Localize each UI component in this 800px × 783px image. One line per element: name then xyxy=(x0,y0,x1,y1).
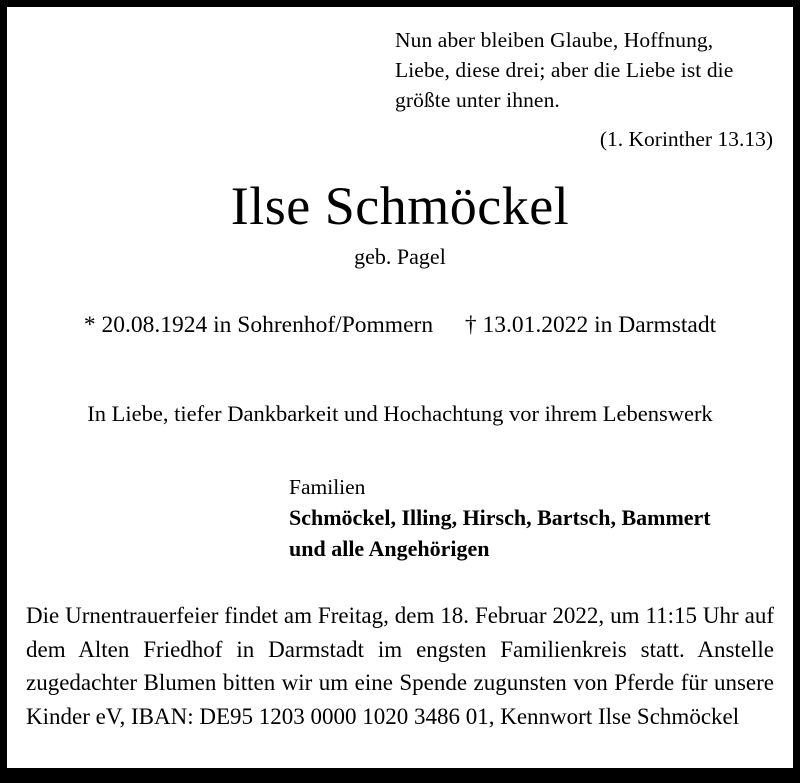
family-heading: Familien xyxy=(289,475,366,499)
deceased-name: Ilse Schmöckel xyxy=(230,176,570,236)
maiden-name: geb. Pagel xyxy=(354,244,446,269)
death-details: 13.01.2022 in Darmstadt xyxy=(482,312,717,338)
name-block xyxy=(7,175,793,271)
obituary-inner xyxy=(7,7,793,768)
funeral-details-paragraph: Die Urnentrauerfeier findet am Freitag, dem 18. Februar 2022, um 11:15 Uhr auf dem Alten Friedhof in Darmstadt im engsten Familienkreis statt. Anstelle zugedachter Blumen bitten wir um eine Spende zugunsten von Pferde für unsere Kinder eV, IBAN: DE95 1203 0000 1020 3486 01, Kennwort Ilse Schmöckel xyxy=(26,603,774,729)
family-block xyxy=(289,473,789,564)
verse-line-2: Liebe, diese drei; aber die Liebe ist die xyxy=(395,58,734,82)
family-names: Schmöckel, Illing, Hirsch, Bartsch, Bammert xyxy=(289,505,711,530)
life-dates-line xyxy=(7,310,793,340)
verse-line-3: größte unter ihnen. xyxy=(395,88,560,112)
verse-line-1: Nun aber bleiben Glaube, Hoffnung, xyxy=(395,28,714,52)
tribute-line: In Liebe, tiefer Dankbarkeit und Hochachtung vor ihrem Lebenswerk xyxy=(87,401,713,426)
verse-source-citation: (1. Korinther 13.13) xyxy=(599,127,773,151)
birth-details: 20.08.1924 in Sohrenhof/Pommern xyxy=(101,312,434,338)
death-symbol: † xyxy=(464,312,477,338)
family-relatives: und alle Angehörigen xyxy=(289,536,490,561)
bible-verse-block xyxy=(395,25,773,153)
birth-symbol: * xyxy=(83,312,96,338)
